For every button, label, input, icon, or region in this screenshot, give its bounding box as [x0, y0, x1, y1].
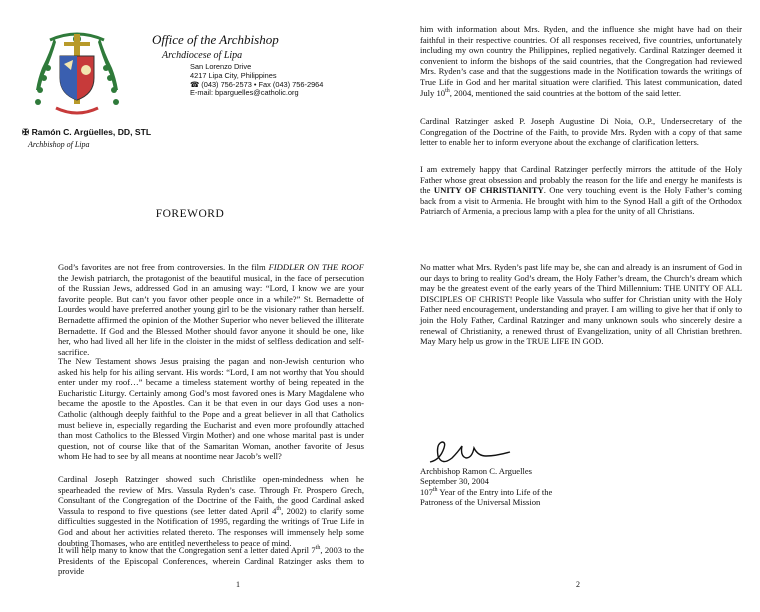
closing-patronage: Patroness of the Universal Mission	[420, 497, 541, 508]
office-title: Office of the Archbishop	[152, 32, 279, 47]
page-2	[380, 0, 760, 612]
page-title: FOREWORD	[155, 208, 225, 220]
closing-year: 107th Year of the Entry into Life of the	[420, 486, 553, 497]
archdiocese-name: Archdiocese of Lipa	[162, 50, 243, 61]
author-block	[22, 127, 151, 149]
closing-date: September 30, 2004	[420, 476, 489, 487]
paragraph: The New Testament shows Jesus praising the pagan and non-Jewish centurion who asked his help for his ailing servant. His words: “Lord, I am not worthy that You should enter under my roof…” became a timeless statement worthy of being repeated in the Eucharistic Liturgy. Certainly among God’s most favored ones is Mary Magdalene who became the apostle to the Apostles. Can it be that even in our days God uses a non-Catholic (although deeply faithful to the Pope and a great believer in all that Catholics must believe in, especially regarding the Eucharist and even more profoundly attached than most Catholics to the Blessed Virgin Mother) and one whose marital past is under question, not of course like that of the Samaritan Woman, another favorite of Jesus whom He had to see by all means at noontime near Jacob’s well?	[58, 356, 364, 462]
paragraph: I am extremely happy that Cardinal Ratzinger perfectly mirrors the attitude of the Holy Father whose great obsession and probably the reason for the life and energy he manifests is the UNITY OF CHRISTIANITY. One very touching event is the Holy Father’s coming back from a visit to Armenia. He brought with him to the Synod Hall a gift of the Orthodox Patriarch of Armenia, a precious lamp with a plea for the unity of all Christians.	[420, 164, 742, 217]
paragraph: Cardinal Joseph Ratzinger showed such Christlike open-mindedness when he spearheaded the review of Mrs. Vassula Ryden’s case. Through Fr. Prospero Grech, Consultant of the Congregation of the Doctrine of the Faith, the good Cardinal asked Vassula to respond to five questions (see letter dated April 4th, 2002) to clarify some difficulties suggested in the Notification of 1995, regarding the writings of True Life in God and about her activities related thereto. The responses will immensely help some doubting Thomases, who are entitled nevertheless to peace of mind.	[58, 474, 364, 548]
email-address: E-mail: bparguelles@catholic.org	[190, 88, 299, 98]
film-title: FIDDLER ON THE ROOF	[268, 262, 364, 272]
closing-name: Archbishop Ramon C. Arguelles	[420, 466, 533, 476]
closing-block	[420, 466, 552, 508]
paragraph: him with information about Mrs. Ryden, and the influence she might have had on their faithful in their respective countries. Of all responses received, five countries, unfortunately including my own country the Philippines, replied negatively. Cardinal Ratzinger deemed it convenient to inform the bishops of the said countries, that the Congregation had reviewed Mrs. Ryden’s case and that the suggestions made in the Notification towards the writings of True Life in God and her marital situation were clarified. This latest communication, dated July 10th, 2004, mentioned the said countries at the bottom of the said letter.	[420, 24, 742, 98]
archbishop-coat-of-arms	[34, 30, 120, 122]
paragraph: No matter what Mrs. Ryden’s past life may be, she can and already is an insrument of God in our days to bring to reality God’s dream, the Holy Father’s dream, the Church’s dream which may be the greatest event of the early years of the Third Millennium: THE UNITY OF ALL DISCIPLES OF CHRIST! People like Vassula who suffer for Christian unity with the Holy Father need encouragement, understanding and prayer. I am willing to give her that if only to join the Holy Father, Cardinal Ratzinger and many unknown souls who sincerely desire a renewal of Christianity, a renewed thrust of Evangelization, unity of all Christian brethren. May Mary help us grow in the TRUE LIFE IN GOD.	[420, 262, 742, 347]
phone-fax: ☎ (043) 756-2573 • Fax (043) 756-2964	[190, 79, 324, 89]
handwritten-signature	[426, 436, 518, 468]
letterhead	[152, 32, 352, 98]
paragraph: God’s favorites are not free from controversies. In the film FIDDLER ON THE ROOF the Jewish patriarch, the protagonist of the beautiful musical, in the face of persecution of the Russian Jews, addressed God in an amusing way: “Lord, I know we are your favorite people. But can’t you favor other people once in a while?” St. Bernadette of Lourdes would have preferred another young girl to be the visionary rather than herself. Bernadette affirmed the opinion of the Mother Superior who never believed the illiterate Bernadette. If God and the Blessed Mother should favor anyone it should be one, like her, who had lived all her life in the cloister in the midst of selfless dedication and self-sacrifice.	[58, 262, 364, 357]
paragraph: Cardinal Ratzinger asked P. Joseph Augustine Di Noia, O.P., Undersecretary of the Congregation of the Doctrine of the Faith, to provide Mrs. Ryden with a copy of that same letter to enable her to inform everyone about the exchange of clarification letters.	[420, 116, 742, 148]
page-number: 1	[236, 580, 240, 589]
paragraph: It will help many to know that the Congregation sent a letter dated April 7th, 2003 to the Presidents of the Episcopal Conferences, wherein Cardinal Ratzinger asks them to provide	[58, 545, 364, 577]
author-name: ✠ Ramón C. Argüelles, DD, STL	[22, 127, 152, 137]
address-line-2: 4217 Lipa City, Philippines	[190, 70, 277, 80]
emphasis-text: UNITY OF CHRISTIANITY	[433, 185, 544, 196]
page-number: 2	[576, 580, 580, 589]
author-title: Archbishop of Lipa	[28, 140, 90, 149]
address-line-1: San Lorenzo Drive	[190, 62, 252, 71]
